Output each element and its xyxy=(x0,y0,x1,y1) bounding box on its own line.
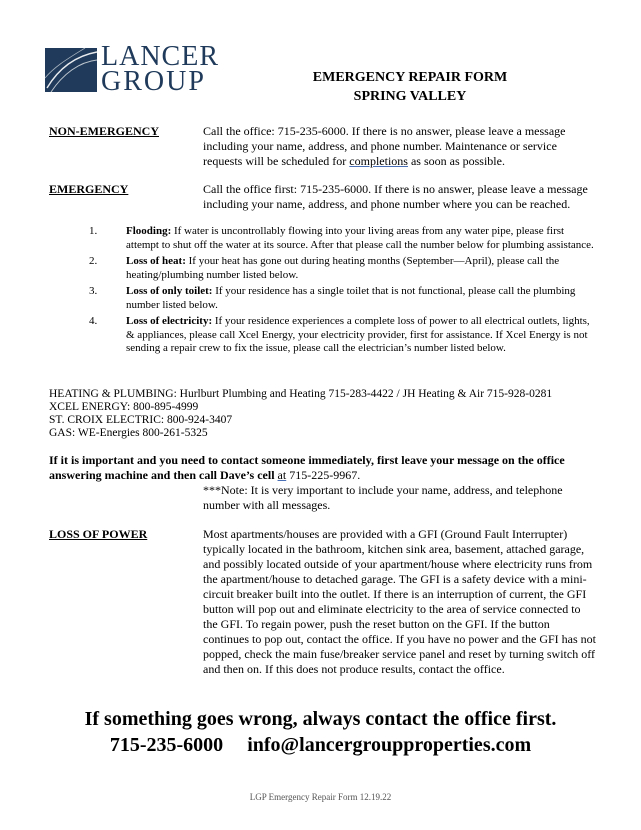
list-item-title: Loss of electricity: xyxy=(126,315,213,327)
logo-swirl-icon xyxy=(45,48,97,92)
list-item xyxy=(89,285,596,312)
title-line1: EMERGENCY REPAIR FORM xyxy=(312,70,508,85)
contact-st-croix: ST. CROIX ELECTRIC: 800-924-3407 xyxy=(49,414,233,426)
list-item-text: If your residence experiences a complete loss of power to all electrical outlets, lights, & appliances, please call Xcel Energy, your electricity provider, first for assistance. If Xcel Energy is not sending a repair crew to fix the issue, please call the electrician’s number listed below. xyxy=(126,315,590,354)
urgent-note: ***Note: It is very important to include your name, address, and telephone number with all messages. xyxy=(203,483,563,512)
list-item-number: 2. xyxy=(89,255,98,267)
loss-of-power-text: Most apartments/houses are provided with a GFI (Ground Fault Interrupter) typically located in the bathroom, kitchen sink area, basement, attached garage, and possibly located outside of your apartment/house where electricity runs from the apartment/house to detached garage. The GFI is a safety device with a mini-circuit breaker built into the outlet. If there is an interruption of current, the GFI button will pop out and eliminate electricity to the area of service connected to the GFI. To regain power, push the reset button on the GFI. If the button continues to pop out, contact the office. If you have no power and the GFI has not popped, check the main fuse/breaker service panel and reset by turning switch off and then on. If this does not produce results, contact the office. xyxy=(203,527,597,676)
urgent-underlined: at xyxy=(277,468,287,482)
non-emergency-label: NON-EMERGENCY xyxy=(49,124,159,138)
logo-mark xyxy=(45,48,97,92)
list-item xyxy=(89,225,596,252)
non-emergency-text xyxy=(203,124,578,169)
page-title xyxy=(260,68,560,106)
list-item-title: Loss of heat: xyxy=(126,255,186,267)
logo-line1: LANCER xyxy=(101,41,219,72)
urgent-phone: 715-225-9967. xyxy=(286,468,361,482)
non-emergency-text-underlined: completions xyxy=(349,154,408,168)
emergency-text: Call the office first: 715-235-6000. If there is no answer, please leave a message including your name, address, and phone number where you can be reached. xyxy=(203,182,588,211)
footer: LGP Emergency Repair Form 12.19.22 xyxy=(249,792,392,802)
list-item-title: Loss of only toilet: xyxy=(126,285,213,297)
list-item-text: If your residence has a single toilet that is not functional, please call the plumbing number listed below. xyxy=(126,285,576,311)
list-item-number: 3. xyxy=(89,285,98,297)
list-item xyxy=(89,315,596,356)
list-item xyxy=(89,255,596,282)
list-item-number: 4. xyxy=(89,315,98,327)
list-item-text: If your heat has gone out during heating months (September—April), please call the heating/plumbing number listed below. xyxy=(126,255,560,281)
list-item-number: 1. xyxy=(89,225,98,237)
loss-of-power-label: LOSS OF POWER xyxy=(49,527,148,541)
contact-list xyxy=(49,388,609,440)
closing-line1: If something goes wrong, always contact the office first. xyxy=(84,708,557,730)
contact-heating-plumbing: HEATING & PLUMBING: Hurlburt Plumbing and Heating 715-283-4422 / JH Heating & Air 715-928-0281 xyxy=(49,388,553,400)
closing-phone: 715-235-6000 xyxy=(109,734,224,756)
list-item-title: Flooding: xyxy=(126,225,172,237)
title-line2: SPRING VALLEY xyxy=(353,89,467,104)
logo-wordmark xyxy=(101,41,219,97)
emergency-label: EMERGENCY xyxy=(49,182,129,196)
contact-xcel: XCEL ENERGY: 800-895-4999 xyxy=(49,401,199,413)
list-item-text: If water is uncontrollably flowing into your living areas from any water pipe, please first attempt to shut off the water at its source. After that please call the number below for plumbing assistance. xyxy=(126,225,594,251)
closing-email: info@lancergroupproperties.com xyxy=(247,734,532,756)
contact-gas: GAS: WE-Energies 800-261-5325 xyxy=(49,427,208,439)
urgent-message xyxy=(49,453,594,483)
emergency-list xyxy=(89,225,596,356)
urgent-bold-text: If it is important and you need to contact someone immediately, first leave your message on the office answering machine and then call Dave’s cell xyxy=(49,453,565,482)
closing-contact xyxy=(20,732,621,758)
logo-line2: GROUP xyxy=(101,66,206,97)
non-emergency-text-a: Call the office: 715-235-6000. If there is no answer, please leave a message including your name, address, and phone number. Maintenance or service requests will be scheduled for xyxy=(203,124,566,168)
non-emergency-text-b: as soon as possible. xyxy=(407,154,505,168)
